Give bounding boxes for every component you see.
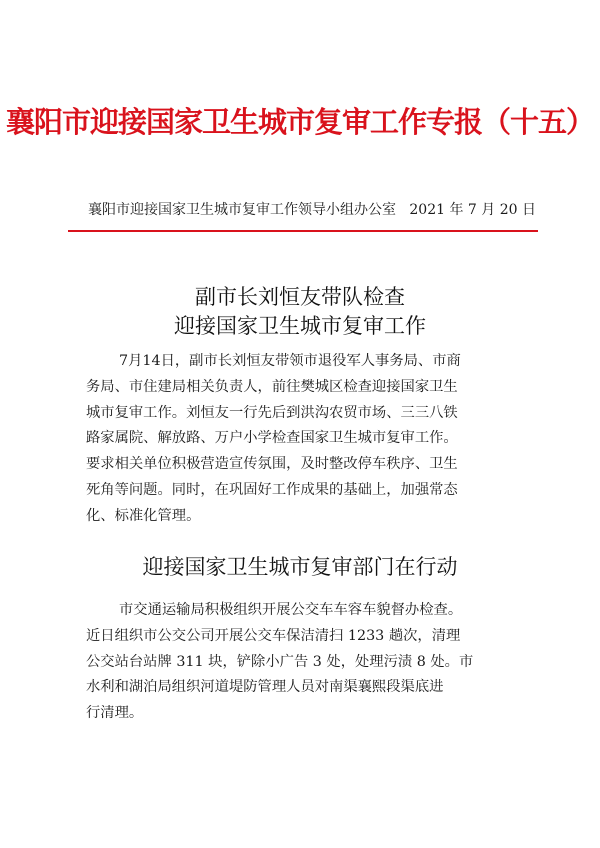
article-1-line: 7月14日，副市长刘恒友带领市退役军人事务局、市商 <box>119 353 461 369</box>
article-2-body <box>86 598 516 727</box>
masthead-title: 襄阳市迎接国家卫生城市复审工作专报（十五） <box>5 105 594 139</box>
article-1-line: 要求相关单位积极营造宣传氛围，及时整改停车秩序、卫生 <box>86 456 458 473</box>
article-1-line: 路家属院、解放路、万户小学检查国家卫生城市复审工作。 <box>86 430 458 447</box>
article-title-line-1: 副市长刘恒友带队检查 <box>195 285 405 309</box>
article-1-line: 务局、市住建局相关负责人，前往樊城区检查迎接国家卫生 <box>86 378 458 395</box>
article-1-line: 城市复审工作。刘恒友一行先后到洪沟农贸市场、三三八铁 <box>86 404 458 421</box>
article-1-line: 死角等问题。同时，在巩固好工作成果的基础上，加强常态 <box>86 481 458 498</box>
article-1-line: 化、标准化管理。 <box>86 507 201 524</box>
article-title-line-2: 迎接国家卫生城市复审工作 <box>174 314 426 338</box>
red-divider-rule <box>68 230 538 232</box>
issuing-office: 襄阳市迎接国家卫生城市复审工作领导小组办公室 <box>88 202 396 218</box>
article-2-line: 行清理。 <box>86 705 144 722</box>
article-2-line: 水利和湖泊局组织河道堤防管理人员对南渠襄熙段渠底进 <box>86 679 444 696</box>
article-1-body <box>86 349 516 530</box>
article-2-line: 市交通运输局积极组织开展公交车车容车貌督办检查。 <box>119 602 463 618</box>
article-2-line: 公交站台站牌 311 块，铲除小广告 3 处，处理污渍 8 处。市 <box>86 653 474 670</box>
issue-date: 2021 年 7 月 20 日 <box>409 202 536 218</box>
article-2-line: 近日组织市公交公司开展公交车保洁清扫 1233 趟次，清理 <box>86 627 461 644</box>
section-title: 迎接国家卫生城市复审部门在行动 <box>142 555 458 579</box>
